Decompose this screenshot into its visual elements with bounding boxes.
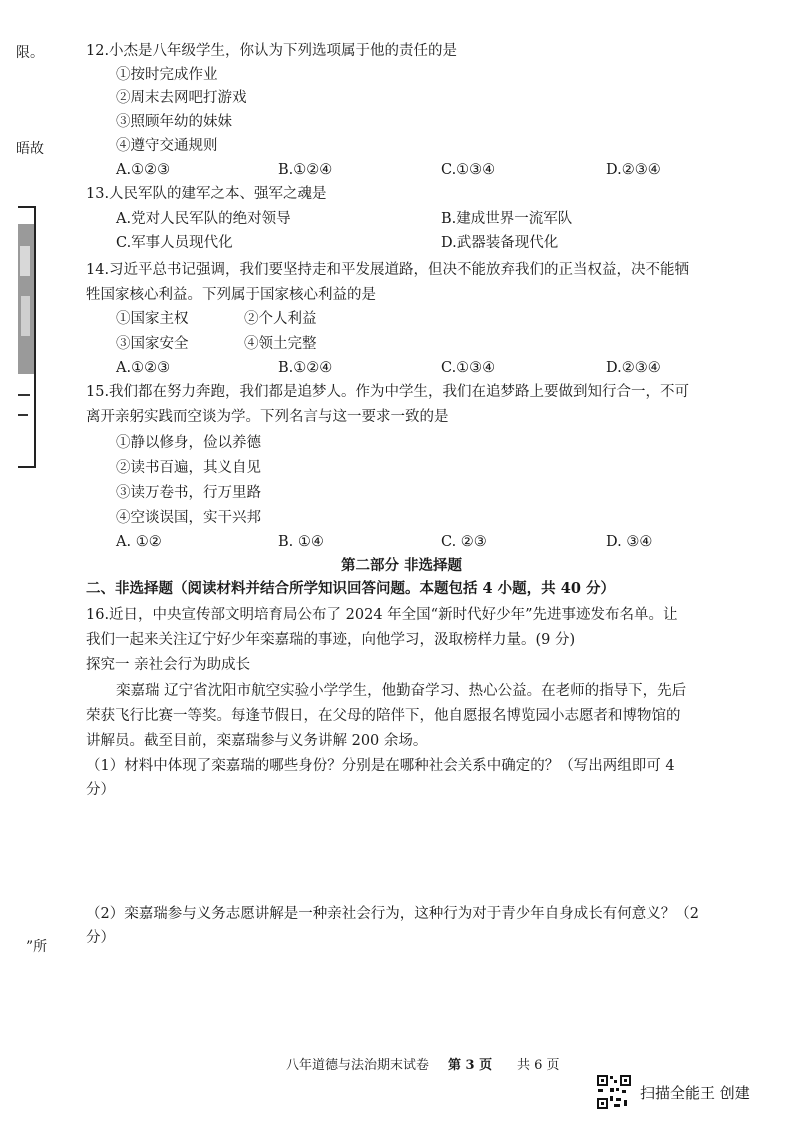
q14-option-a: A.①②③ <box>116 360 171 376</box>
q14-item-1: ①国家主权 <box>116 311 189 327</box>
q13-stem: 13.人民军队的建军之本、强军之魂是 <box>86 186 327 202</box>
q16-sub1-line2: 分） <box>86 782 115 798</box>
q15-option-c: C. ②③ <box>441 534 487 550</box>
footer-title: 八年道德与法治期末试卷 <box>286 1058 430 1073</box>
q13-option-b: B.建成世界一流军队 <box>441 211 573 227</box>
q12-item-1: ①按时完成作业 <box>116 67 218 83</box>
margin-note-1: 限。 <box>16 45 44 61</box>
q16-sub2-line2: 分） <box>86 930 115 946</box>
q14-item-4: ④领土完整 <box>244 336 317 352</box>
q14-option-b: B.①②④ <box>278 360 333 376</box>
q15-item-1: ①静以修身，俭以养德 <box>116 435 261 451</box>
margin-note-3: ”所 <box>26 939 48 955</box>
q13-option-a: A.党对人民军队的绝对领导 <box>116 211 291 227</box>
q15-item-2: ②读书百遍，其义自见 <box>116 460 261 476</box>
qr-code-icon <box>596 1074 632 1110</box>
watermark-text: 扫描全能王 创建 <box>640 1084 750 1102</box>
q12-item-2: ②周末去网吧打游戏 <box>116 90 247 106</box>
q13-option-c: C.军事人员现代化 <box>116 235 233 251</box>
q13-option-d: D.武器装备现代化 <box>441 235 559 251</box>
q16-sub2-line1: （2）栾嘉瑞参与义务志愿讲解是一种亲社会行为，这种行为对于青少年自身成长有何意义？（2 <box>86 906 699 922</box>
q14-item-2: ②个人利益 <box>244 311 317 327</box>
q16-intro-line1: 16.近日，中央宣传部文明培育局公布了 2024 年全国“新时代好少年”先进事迹发布名单。让 <box>86 607 678 623</box>
q16-explore-heading: 探究一 亲社会行为助成长 <box>86 657 251 673</box>
q15-option-a: A. ①② <box>116 534 162 550</box>
q15-option-b: B. ①④ <box>278 534 324 550</box>
q12-stem: 12.小杰是八年级学生，你认为下列选项属于他的责任的是 <box>86 43 458 59</box>
q16-intro-line2: 我们一起来关注辽宁好少年栾嘉瑞的事迹，向他学习，汲取榜样力量。(9 分) <box>86 632 576 648</box>
q14-stem-line1: 14.习近平总书记强调，我们要坚持走和平发展道路，但决不能放弃我们的正当权益，决不能牺 <box>86 262 690 278</box>
q15-option-d: D. ③④ <box>606 534 653 550</box>
q16-material-line1: 栾嘉瑞 辽宁省沈阳市航空实验小学学生，他勤奋学习、热心公益。在老师的指导下，先后 <box>116 683 687 699</box>
q16-material-line2: 荣获飞行比赛一等奖。每逢节假日，在父母的陪伴下，他自愿报名博览园小志愿者和博物馆的 <box>86 708 681 724</box>
q12-option-b: B.①②④ <box>278 162 333 178</box>
q12-item-4: ④遵守交通规则 <box>116 138 218 154</box>
binding-margin-image <box>18 206 38 468</box>
q14-option-d: D.②③④ <box>606 360 661 376</box>
q15-stem-line1: 15.我们都在努力奔跑，我们都是追梦人。作为中学生，我们在追梦路上要做到知行合一，不可 <box>86 384 690 400</box>
q16-material-line3: 讲解员。截至目前，栾嘉瑞参与义务讲解 200 余场。 <box>86 733 428 749</box>
part2-section-heading: 二、非选择题（阅读材料并结合所学知识回答问题。本题包括 4 小题，共 40 分） <box>86 580 615 597</box>
q16-sub1-line1: （1）材料中体现了栾嘉瑞的哪些身份？分别是在哪种社会关系中确定的？（写出两组即可 4 <box>86 758 675 774</box>
margin-note-2: 晤故 <box>16 141 44 157</box>
q12-option-d: D.②③④ <box>606 162 661 178</box>
q15-item-4: ④空谈误国，实干兴邦 <box>116 510 261 526</box>
q12-item-3: ③照顾年幼的妹妹 <box>116 114 232 130</box>
q12-option-c: C.①③④ <box>441 162 496 178</box>
q15-item-3: ③读万卷书，行万里路 <box>116 485 261 501</box>
footer-page: 第 3 页 <box>448 1058 493 1073</box>
q14-item-3: ③国家安全 <box>116 336 189 352</box>
part2-title: 第二部分 非选择题 <box>341 557 463 574</box>
q14-stem-line2: 牲国家核心利益。下列属于国家核心利益的是 <box>86 287 376 303</box>
footer-total: 共 6 页 <box>517 1058 560 1073</box>
q15-stem-line2: 离开亲躬实践而空谈为学。下列名言与这一要求一致的是 <box>86 409 449 425</box>
q14-option-c: C.①③④ <box>441 360 496 376</box>
q12-option-a: A.①②③ <box>116 162 171 178</box>
